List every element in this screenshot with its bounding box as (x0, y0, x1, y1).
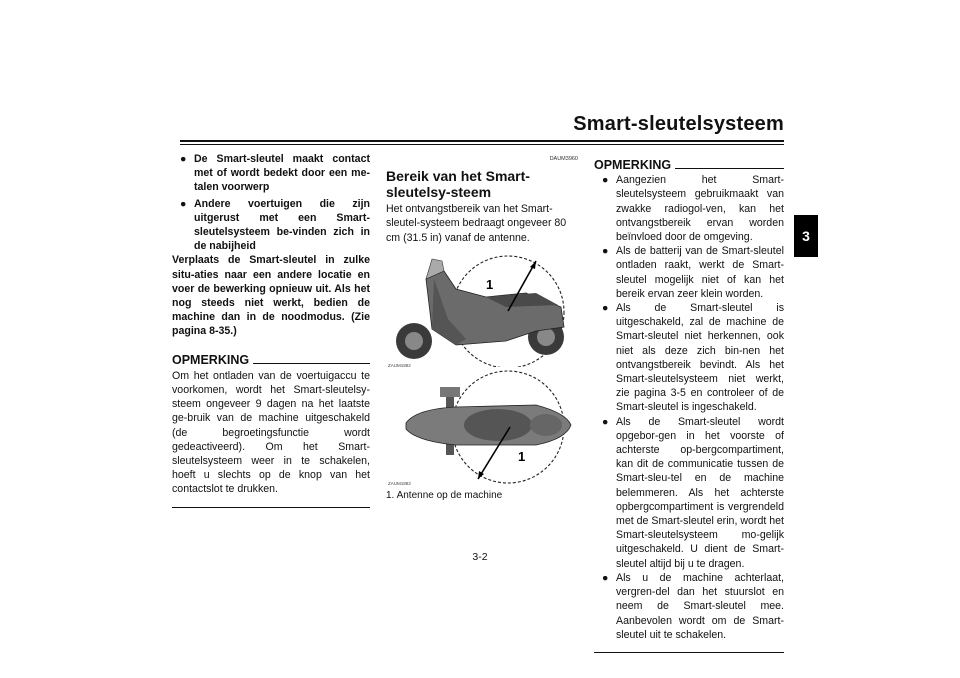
bullet-icon: ● (602, 302, 609, 315)
column-middle (386, 152, 578, 503)
bullet-icon: ● (180, 153, 187, 165)
bullet-item (172, 152, 370, 195)
header-rule (180, 140, 784, 142)
bullet-icon: ● (180, 197, 187, 210)
section-title: Bereik van het Smart-sleutelsy-steem (386, 168, 530, 201)
note-heading-rule (675, 168, 784, 169)
column-left (172, 152, 370, 508)
bullet-text: De Smart-sleutel maakt contact met of wordt bedekt door een me-talen voorwerp (194, 153, 370, 194)
note-end-rule (172, 507, 370, 508)
bullet-text: Als de Smart-sleutel wordt opgebor-gen in het voorste of achterste op-bergcompartiment, kan dit de communicatie tussen de Smart-sleu-tel en de machine belemmeren. Als het achterste opbergcompartiment is vergrendeld met de Smart-sleutel erin, wordt het Smart-sleutelsysteem mo-gelijk uitgeschakeld. U dient de Smart-sleutel altijd bij u te dragen. (616, 415, 784, 570)
note-heading-label: OPMERKING (172, 352, 250, 367)
bullet-text: Als u de machine achterlaat, vergren-del dan het stuurslot en neem de Smart-sleutel mee. Aanbevolen wordt om de Smart-sleutel uit te schakelen. (616, 571, 784, 641)
note-heading-label: OPMERKING (594, 158, 672, 172)
bullet-item (172, 197, 370, 254)
section-code: DAUM3960 (549, 156, 578, 162)
page-number: 3-2 (472, 551, 488, 563)
note-heading (594, 158, 784, 172)
section-text: Het ontvangstbereik van het Smart-sleutel-systeem bedraagt ongeveer 80 cm (31.5 in) vanaf de antenne. (386, 203, 567, 244)
bullet-text: Andere voertuigen die zijn uitgerust met een Smart-sleutelsysteem be-vinden zich in de nabijheid (194, 197, 370, 253)
figure-code: ZAUM1882 (388, 362, 411, 368)
chapter-tab: 3 (794, 215, 818, 257)
bullet-item (594, 571, 784, 642)
bullet-icon: ● (602, 245, 609, 258)
callout-1-bottom: 1 (518, 448, 526, 464)
note-heading (172, 353, 370, 367)
note-text: Om het ontladen van de voertuigaccu te voorkomen, wordt het Smart-sleutelsy-steem ongeveer 9 dagen na het laatste ge-bruik van de machine uitgeschakeld (de begroetingsfunctie wordt gedeactiveerd). Om het Smart-sleutelsysteem weer in te schakelen, hoeft u slechts op de knop van het contactslot te drukken. (172, 369, 370, 496)
figure-caption: 1. Antenne op de machine (386, 489, 503, 501)
bullet-text: Als de batterij van de Smart-sleutel ontladen raakt, werkt de Smart-sleutel mogelijk niet of kan het bereik ervan zeer klein worden. (616, 245, 784, 300)
figure-side-view (386, 249, 578, 367)
bullet-item (594, 173, 784, 244)
bullet-item (594, 244, 784, 301)
note-heading-rule (253, 363, 370, 364)
bullet-text: Aangezien het Smart-sleutelsysteem gebruikmaakt van zwakke radiogol-ven, kan het ontvangstbereik ervan worden beïnvloed door de omgeving. (616, 174, 784, 244)
bullet-item (594, 301, 784, 415)
bullet-icon: ● (602, 415, 609, 428)
page-header-title: Smart-sleutelsysteem (573, 113, 784, 135)
callout-1-top: 1 (486, 276, 494, 292)
bullet-item (594, 415, 784, 571)
figure-code: ZAUM1883 (388, 480, 411, 486)
header-rule-thin (180, 144, 784, 145)
column-right (594, 158, 784, 653)
bullet-icon: ● (602, 174, 609, 187)
bullet-text: Als de Smart-sleutel is uitgeschakeld, zal de machine de Smart-sleutel niet herkennen, ook niet als deze zich bin-nen het ontvangstbereik bevindt. Als het Smart-sleutelsysteem niet werkt, zie pagina 3-5 en controleer of de Smart-sleutel is ingeschakeld. (616, 302, 784, 414)
figure-top-view (386, 369, 578, 487)
note-end-rule (594, 652, 784, 653)
warning-paragraph: Verplaats de Smart-sleutel in zulke situ-aties naar een andere locatie en voer de bewerking opnieuw uit. Als het nog steeds niet werkt, bedien de machine dan in de noodmodus. (Zie pagina 8-35.) (172, 254, 370, 338)
bullet-icon: ● (602, 571, 609, 584)
